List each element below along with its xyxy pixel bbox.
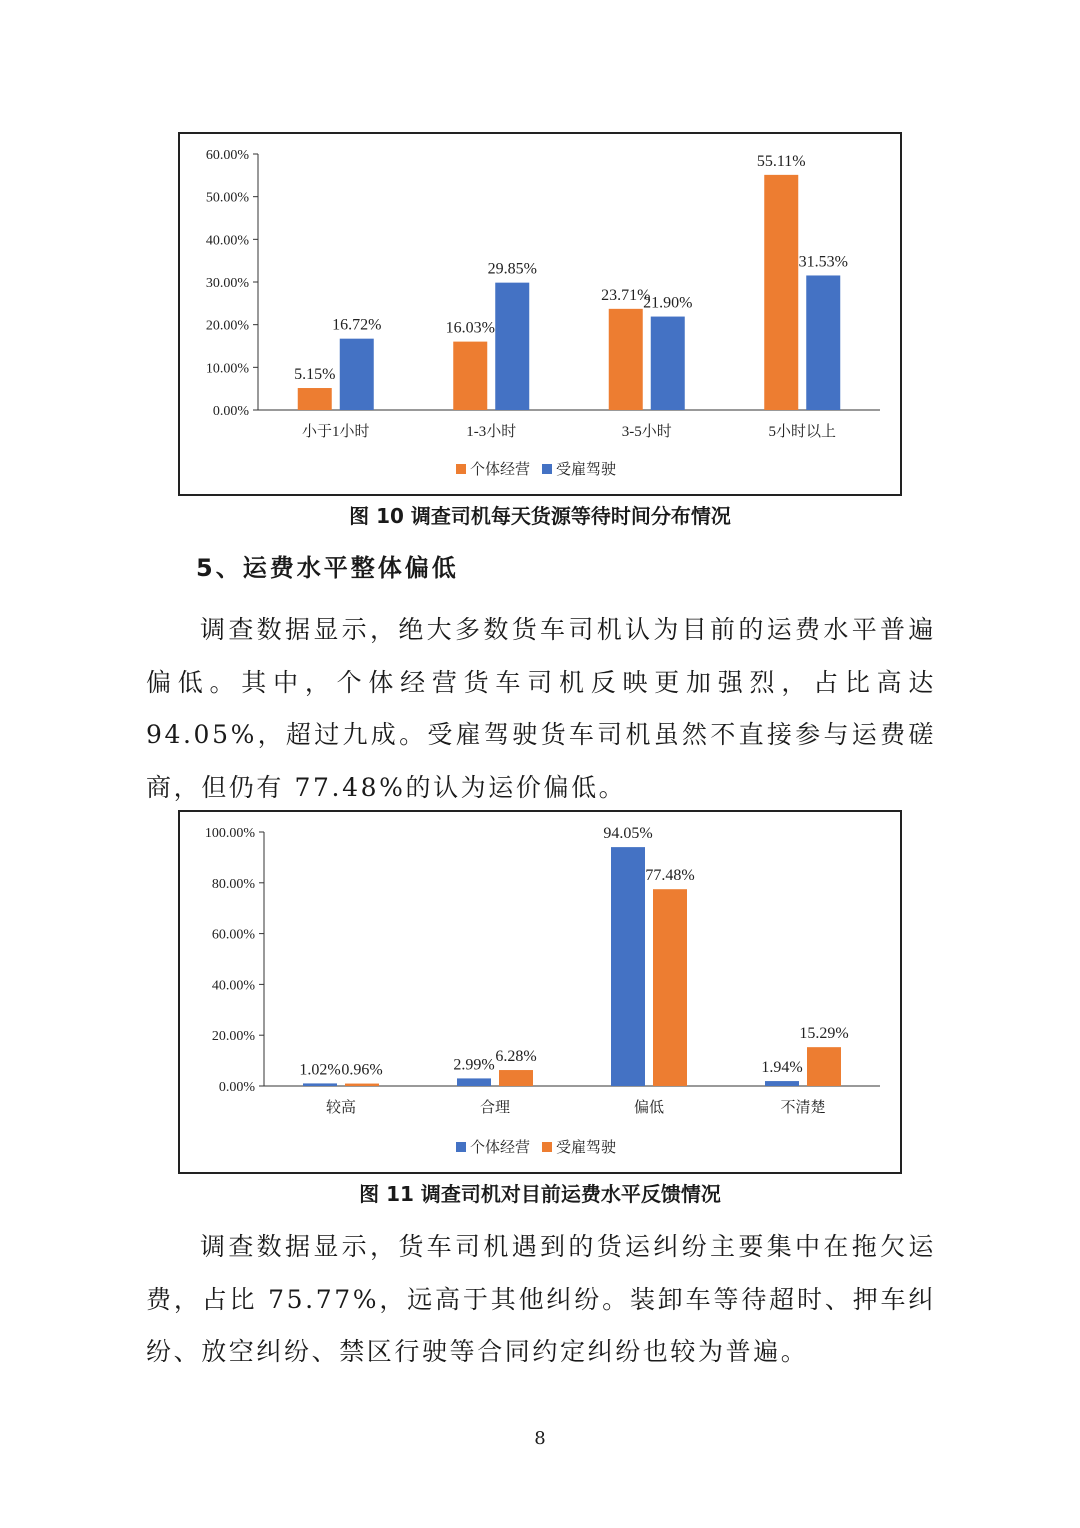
- fig11-y-tick-label: 0.00%: [218, 1080, 255, 1095]
- fig11-data-label: 1.02%: [299, 1061, 341, 1079]
- paragraph-2: 调查数据显示，货车司机遇到的货运纠纷主要集中在拖欠运费，占比 75.77%，远高于其他纠纷。装卸车等待超时、押车纠纷、放空纠纷、禁区行驶等合同约定纠纷也较为普遍。: [146, 1232, 936, 1366]
- fig10-y-tick-label: 20.00%: [205, 318, 249, 334]
- fig11-legend-swatch: [456, 1142, 466, 1152]
- fig11-x-tick-label: 合理: [479, 1100, 511, 1116]
- fig11-y-tick-label: 60.00%: [211, 927, 255, 943]
- figure-11-caption: 图 11 调查司机对目前运费水平反馈情况: [359, 1182, 721, 1206]
- fig10-legend-label: 个体经营: [470, 462, 531, 478]
- fig10-bar: [609, 309, 643, 410]
- fig11-legend-swatch: [542, 1142, 552, 1152]
- section-heading: 5、运费水平整体偏低: [196, 554, 459, 582]
- fig11-x-tick-label: 偏低: [633, 1100, 665, 1116]
- fig10-data-label: 29.85%: [487, 260, 537, 278]
- fig10-x-tick-label: 小于1小时: [301, 424, 370, 440]
- fig11-bar: [303, 1083, 337, 1086]
- fig10-bar: [298, 388, 332, 410]
- fig11-y-tick-label: 40.00%: [211, 978, 255, 994]
- fig11-data-label: 77.48%: [645, 867, 695, 885]
- fig11-legend-label: 受雇驾驶: [556, 1140, 617, 1156]
- fig10-bar: [806, 275, 840, 410]
- fig10-data-label: 23.71%: [601, 286, 651, 304]
- fig10-data-label: 16.03%: [445, 319, 495, 337]
- fig10-x-tick-label: 5小时以上: [768, 424, 837, 440]
- figure-11-chart: [178, 810, 902, 1174]
- figure-10-svg: [180, 134, 900, 494]
- fig11-x-tick-label: 不清楚: [780, 1100, 826, 1116]
- fig11-bar: [765, 1081, 799, 1086]
- fig10-data-label: 31.53%: [798, 253, 848, 271]
- paragraph-1: 调查数据显示，绝大多数货车司机认为目前的运费水平普遍偏低。其中，个体经营货车司机反映更加强烈，占比高达 94.05%，超过九成。受雇驾驶货车司机虽然不直接参与运费磋商，但仍有 77.48%的认为运价偏低。: [146, 615, 936, 802]
- fig10-legend-label: 受雇驾驶: [556, 462, 617, 478]
- figure-10-caption: 图 10 调查司机每天货源等待时间分布情况: [349, 504, 731, 528]
- fig10-y-tick-label: 40.00%: [205, 233, 249, 249]
- fig10-x-tick-label: 1-3小时: [466, 424, 517, 440]
- fig10-legend-swatch: [542, 464, 552, 474]
- fig11-bar: [653, 889, 687, 1086]
- fig11-y-tick-label: 20.00%: [211, 1029, 255, 1045]
- fig11-bar: [611, 847, 645, 1086]
- fig10-legend-swatch: [456, 464, 466, 474]
- figure-10-chart: [178, 132, 902, 496]
- fig10-data-label: 16.72%: [332, 316, 382, 334]
- fig10-bar: [651, 317, 685, 410]
- fig10-y-tick-label: 50.00%: [205, 190, 249, 206]
- fig11-data-label: 0.96%: [341, 1061, 383, 1079]
- fig10-data-label: 5.15%: [294, 366, 336, 384]
- page-number: 8: [534, 1428, 546, 1449]
- fig11-bar: [499, 1070, 533, 1086]
- fig11-data-label: 1.94%: [761, 1059, 803, 1077]
- fig10-bar: [453, 342, 487, 410]
- fig11-data-label: 15.29%: [799, 1025, 849, 1043]
- fig10-y-tick-label: 10.00%: [205, 361, 249, 377]
- figure-11-svg: [180, 812, 900, 1172]
- fig11-legend-label: 个体经营: [470, 1140, 531, 1156]
- fig10-data-label: 21.90%: [643, 294, 693, 312]
- fig10-bar: [340, 339, 374, 410]
- fig11-data-label: 94.05%: [603, 825, 653, 843]
- fig11-data-label: 2.99%: [453, 1056, 495, 1074]
- fig11-bar: [807, 1047, 841, 1086]
- fig10-y-tick-label: 0.00%: [212, 404, 249, 419]
- fig10-bar: [764, 175, 798, 410]
- fig11-x-tick-label: 较高: [325, 1100, 357, 1116]
- fig11-bar: [457, 1078, 491, 1086]
- fig10-data-label: 55.11%: [756, 152, 806, 170]
- fig10-bar: [495, 283, 529, 410]
- fig11-y-tick-label: 80.00%: [211, 876, 255, 892]
- fig11-y-tick-label: 100.00%: [204, 826, 255, 841]
- fig11-data-label: 6.28%: [495, 1048, 537, 1066]
- fig10-y-tick-label: 60.00%: [205, 148, 249, 163]
- fig10-x-tick-label: 3-5小时: [621, 424, 672, 440]
- fig10-y-tick-label: 30.00%: [205, 276, 249, 291]
- fig11-bar: [345, 1084, 379, 1086]
